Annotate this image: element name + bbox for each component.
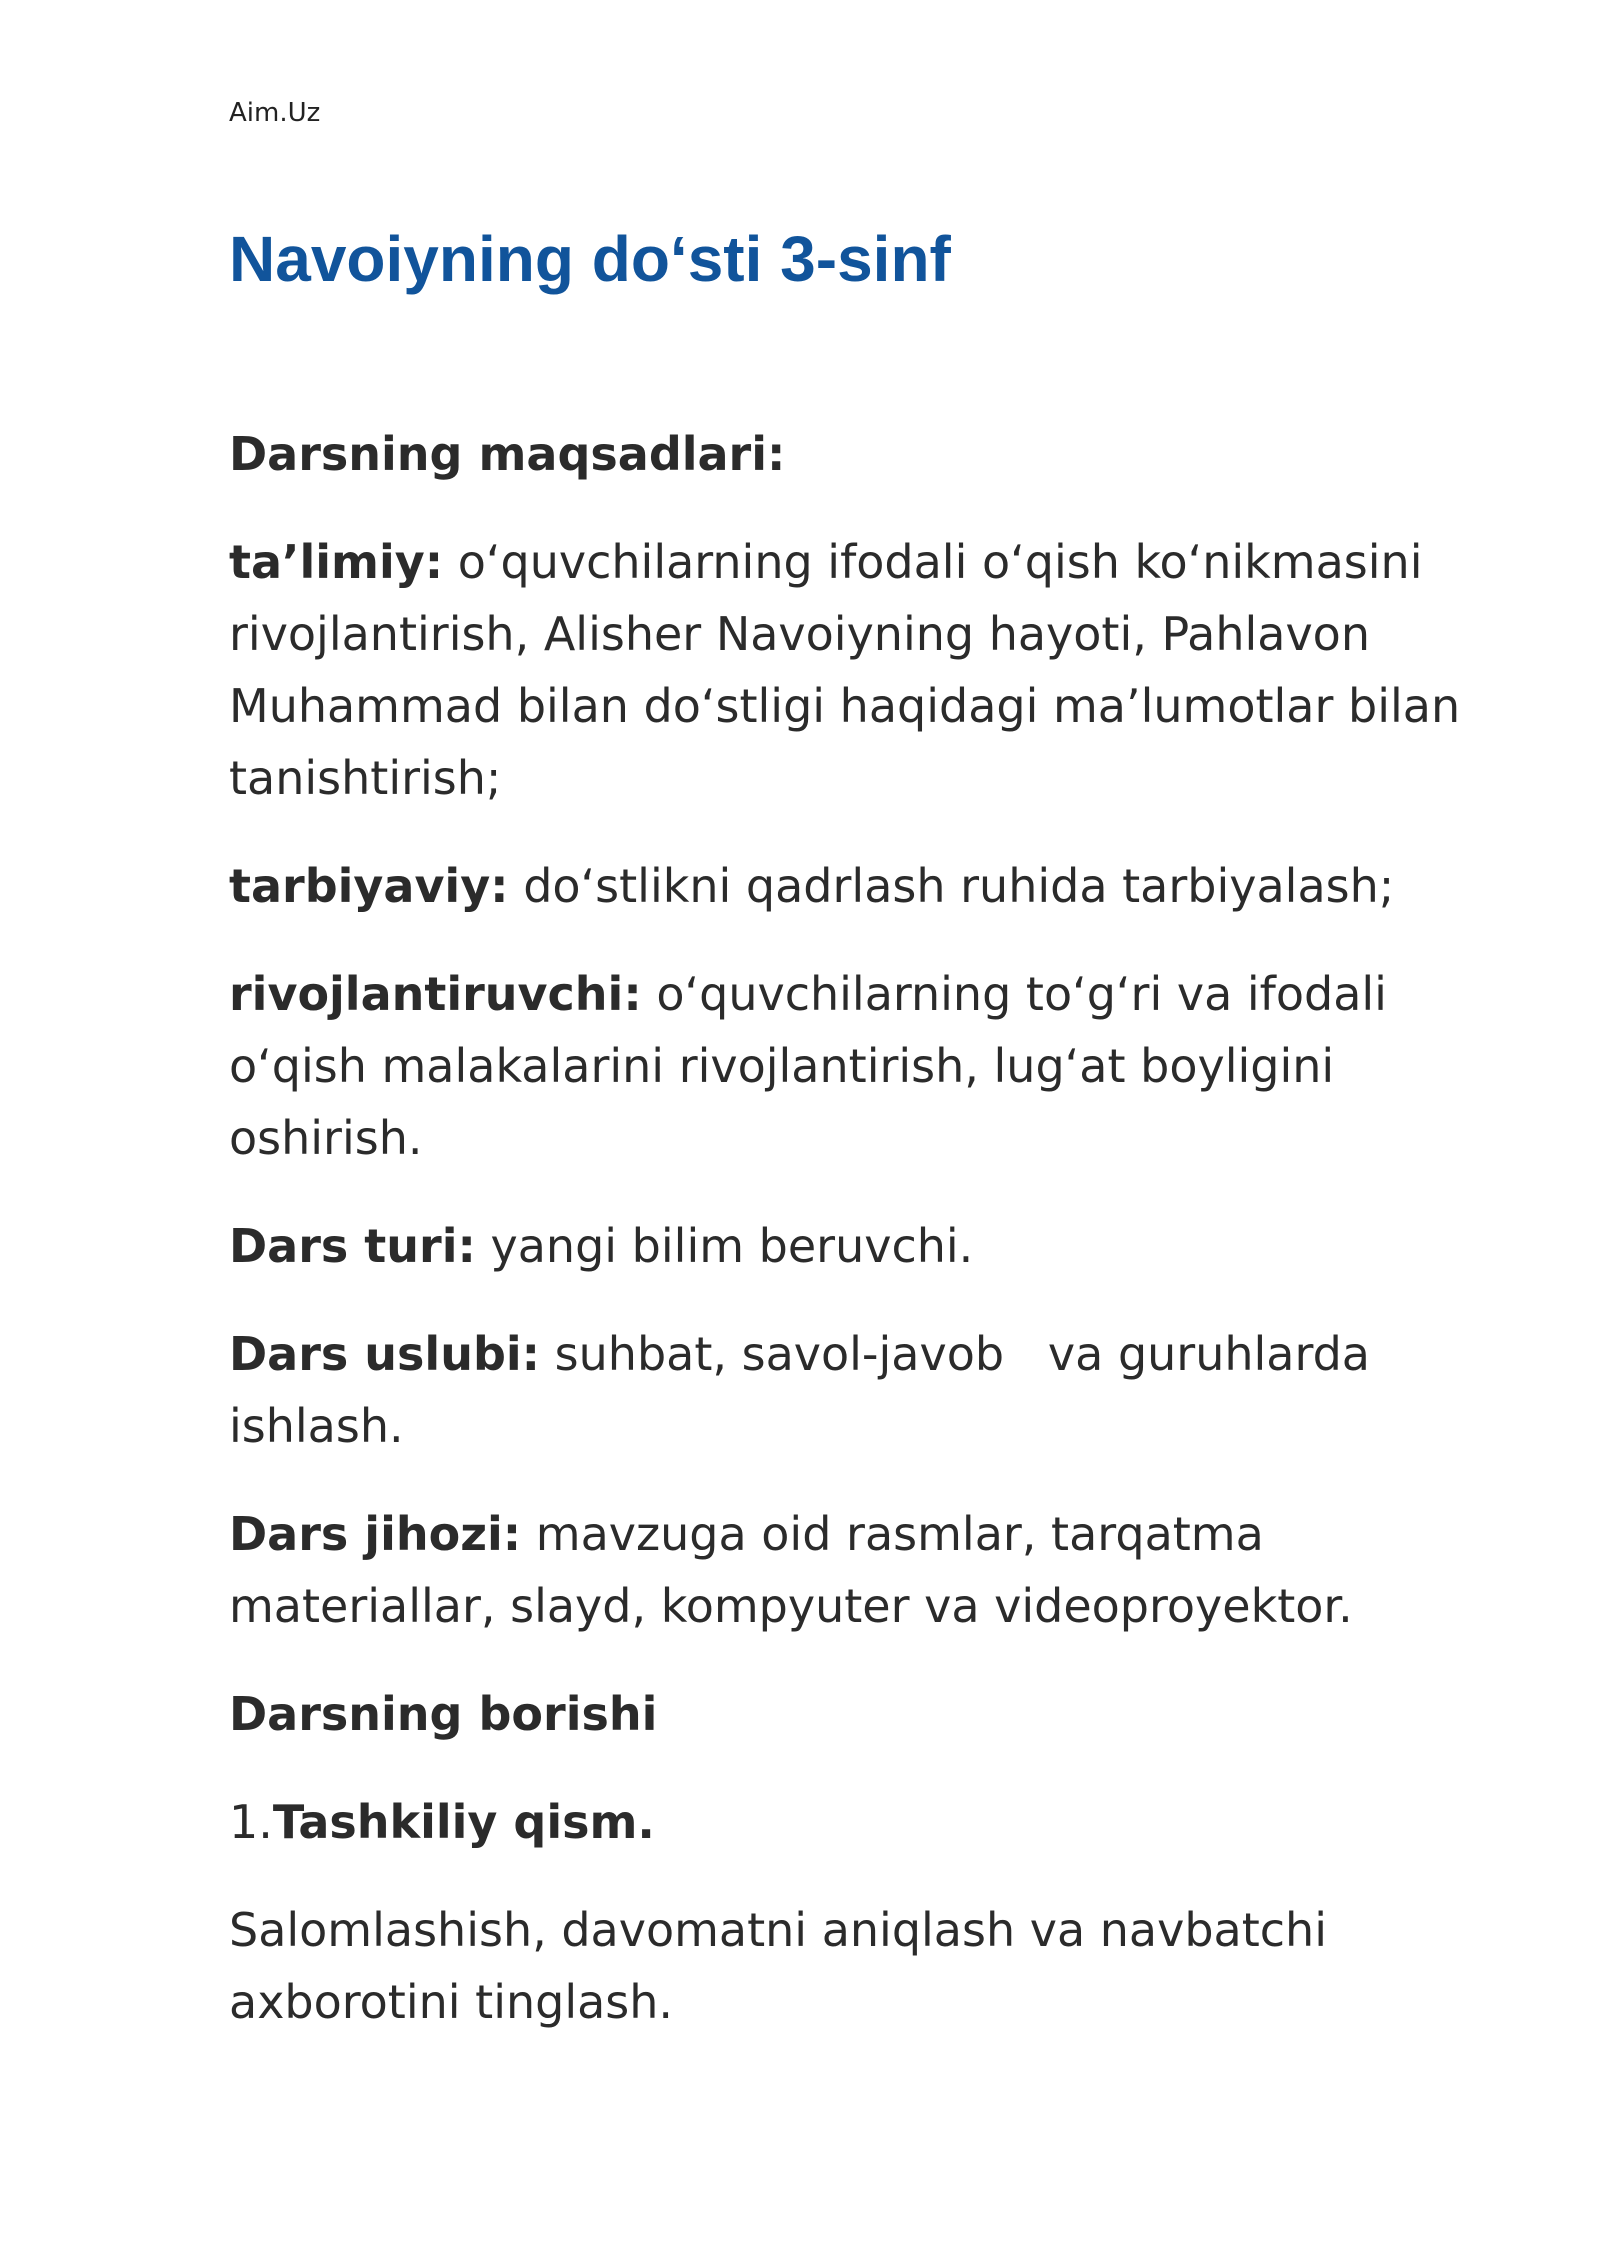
tarbiyaviy-label: tarbiyaviy: [229,859,509,913]
tarbiyaviy-text: do‘stlikni qadrlash ruhida tarbiyalash; [508,859,1395,913]
dars-jihozi-text: mavzuga oid rasmlar, tarqatma materiallar, slayd, kompyuter va videoproyektor. [229,1507,1353,1633]
dars-jihozi-paragraph [229,1498,1529,1642]
dars-turi-paragraph [229,1210,1529,1282]
list-item-label: Tashkiliy qism. [272,1795,655,1849]
rivojlantiruvchi-paragraph [229,958,1529,1174]
borishi-heading: Darsning borishi [229,1687,658,1741]
dars-uslubi-paragraph [229,1318,1529,1462]
dars-uslubi-text: suhbat, savol-javob va guruhlarda ishlash. [229,1327,1385,1453]
rivojlantiruvchi-label: rivojlantiruvchi: [229,967,642,1021]
site-header: Aim.Uz [229,98,321,128]
dars-turi-label: Dars turi: [229,1219,476,1273]
page-title: Navoiyning do‘sti 3-sinf [229,223,951,295]
talimiy-text: o‘quvchilarning ifodali o‘qish ko‘nikmasini rivojlantirish, Alisher Navoiyning hayoti, Pahlavon Muhammad bilan do‘stligi haqidagi ma’lumotlar bilan tanishtirish; [229,535,1461,805]
borishi-paragraph [229,1678,1529,1750]
list-item [229,1786,1529,1858]
dars-uslubi-label: Dars uslubi: [229,1327,541,1381]
goals-heading: Darsning maqsadlari: [229,427,786,481]
tarbiyaviy-paragraph [229,850,1529,922]
dars-jihozi-label: Dars jihozi: [229,1507,522,1561]
talimiy-paragraph [229,526,1529,814]
dars-turi-text: yangi bilim beruvchi. [475,1219,974,1273]
rivojlantiruvchi-text: o‘quvchilarning to‘g‘ri va ifodali o‘qish malakalarini rivojlantirish, lug‘at boyligini oshirish. [229,967,1387,1165]
closing-paragraph: Salomlashish, davomatni aniqlash va navbatchi axborotini tinglash. [229,1903,1327,2029]
talimiy-label: ta’limiy: [229,535,444,589]
lesson-body [229,418,1529,2074]
goals-paragraph [229,418,1529,490]
list-number: 1. [229,1795,273,1849]
